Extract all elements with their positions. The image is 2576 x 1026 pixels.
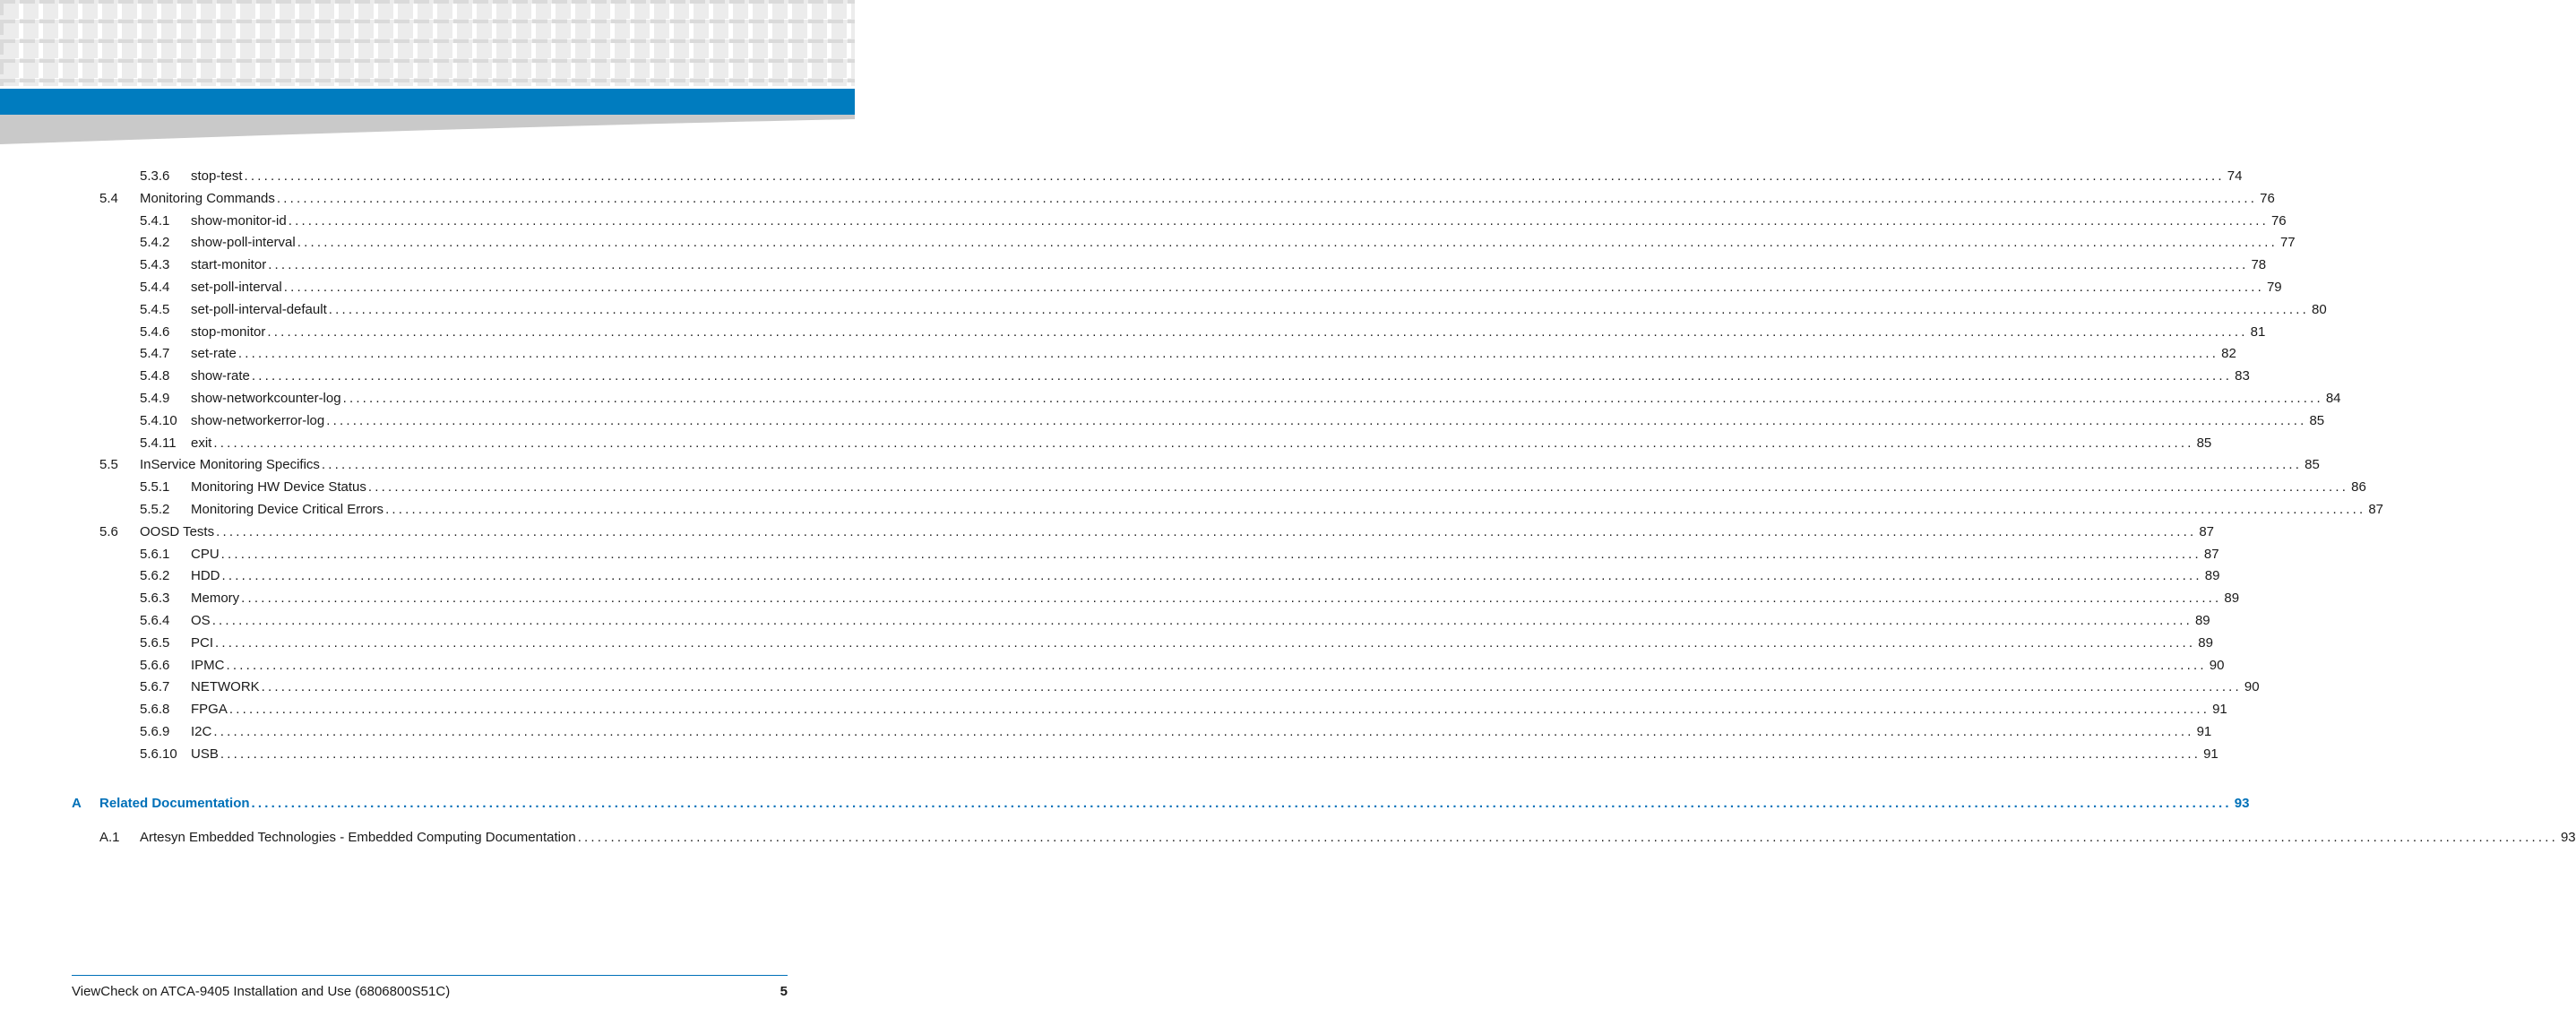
toc-entry[interactable] bbox=[99, 522, 2215, 542]
dot-leader: ............................................................................................................................................................................................................................................................................................................ bbox=[321, 457, 2303, 472]
toc-entry-page: 93 bbox=[2560, 830, 2576, 845]
toc-entry-page: 91 bbox=[2196, 724, 2212, 739]
toc-entry-page: 83 bbox=[2235, 368, 2250, 384]
dot-leader: ............................................................................................................................................................................................................................................................................................................ bbox=[261, 679, 2242, 694]
toc-entry-number: 5.5 bbox=[99, 457, 118, 472]
toc-entry[interactable] bbox=[140, 255, 2267, 275]
toc-entry-number: 5.4.1 bbox=[140, 213, 170, 228]
toc-entry-number: 5.6.4 bbox=[140, 613, 170, 628]
toc-entry[interactable] bbox=[140, 366, 2250, 386]
toc-entry[interactable] bbox=[140, 300, 2327, 320]
toc-entry[interactable] bbox=[140, 411, 2325, 431]
toc-entry[interactable] bbox=[140, 434, 2212, 453]
toc-entry-title: show-poll-interval bbox=[191, 235, 296, 250]
toc-entry[interactable] bbox=[140, 278, 2282, 297]
toc-entry-page: 85 bbox=[2309, 413, 2325, 428]
toc-entry-number: 5.4.6 bbox=[140, 324, 170, 340]
dot-leader: ............................................................................................................................................................................................................................................................................................................ bbox=[328, 302, 2309, 317]
toc-entry-title: PCI bbox=[191, 635, 214, 651]
toc-entry-title: exit bbox=[191, 435, 212, 451]
header-swoosh bbox=[0, 115, 855, 147]
footer-title: ViewCheck on ATCA-9405 Installation and Use (6806800S51C) bbox=[72, 984, 451, 999]
toc-entry[interactable] bbox=[140, 167, 2243, 186]
toc-entry-number: 5.6 bbox=[99, 524, 118, 539]
dot-leader: ............................................................................................................................................................................................................................................................................................................ bbox=[577, 830, 2558, 845]
dot-leader: ............................................................................................................................................................................................................................................................................................................ bbox=[216, 524, 2197, 539]
dot-leader: ............................................................................................................................................................................................................................................................................................................ bbox=[251, 796, 2232, 811]
toc-entry-page: 91 bbox=[2203, 746, 2218, 762]
toc-entry-page: 85 bbox=[2196, 435, 2212, 451]
toc-entry-number: 5.4.2 bbox=[140, 235, 170, 250]
toc-appendix-entry[interactable] bbox=[72, 794, 2250, 814]
toc-entry-title: show-monitor-id bbox=[191, 213, 287, 228]
toc-entry-number: 5.4.3 bbox=[140, 257, 170, 272]
toc-entry-page: 93 bbox=[2234, 796, 2250, 811]
toc-entry-number: 5.5.2 bbox=[140, 502, 170, 517]
toc-entry-title: InService Monitoring Specifics bbox=[140, 457, 320, 472]
toc-entry-title: Related Documentation bbox=[99, 796, 250, 811]
toc-entry-title: I2C bbox=[191, 724, 212, 739]
dot-leader: ............................................................................................................................................................................................................................................................................................................ bbox=[283, 280, 2264, 295]
toc-entry[interactable] bbox=[140, 634, 2213, 653]
toc-entry-title: IPMC bbox=[191, 658, 225, 673]
toc-entry-number: 5.6.6 bbox=[140, 658, 170, 673]
toc-entry-page: 81 bbox=[2250, 324, 2266, 340]
toc-entry[interactable] bbox=[99, 189, 2275, 209]
toc-entry[interactable] bbox=[140, 323, 2266, 342]
toc-entry[interactable] bbox=[140, 500, 2383, 520]
dot-leader: ............................................................................................................................................................................................................................................................................................................ bbox=[220, 746, 2201, 762]
header-pattern bbox=[0, 0, 855, 86]
dot-leader: ............................................................................................................................................................................................................................................................................................................ bbox=[251, 368, 2233, 384]
toc-entry-title: start-monitor bbox=[191, 257, 267, 272]
toc-entry-title: set-rate bbox=[191, 346, 237, 361]
toc-entry-title: stop-test bbox=[191, 168, 243, 184]
toc-entry-page: 87 bbox=[2368, 502, 2383, 517]
toc-entry-page: 76 bbox=[2270, 213, 2287, 228]
toc-entry-page: 89 bbox=[2194, 613, 2210, 628]
dot-leader: ............................................................................................................................................................................................................................................................................................................ bbox=[213, 724, 2194, 739]
dot-leader: ............................................................................................................................................................................................................................................................................................................ bbox=[221, 568, 2202, 583]
toc-entry-title: Artesyn Embedded Technologies - Embedded Computing Documentation bbox=[140, 830, 576, 845]
dot-leader: ............................................................................................................................................................................................................................................................................................................ bbox=[267, 324, 2248, 340]
toc-entry-title: OS bbox=[191, 613, 211, 628]
toc-entry-page: 91 bbox=[2212, 702, 2227, 717]
toc-entry-number: 5.6.2 bbox=[140, 568, 170, 583]
toc-entry-number: 5.4.10 bbox=[140, 413, 177, 428]
footer-rule bbox=[72, 975, 788, 976]
toc-entry[interactable] bbox=[140, 722, 2212, 742]
toc-entry-number: 5.4.7 bbox=[140, 346, 170, 361]
toc-entry-title: show-networkerror-log bbox=[191, 413, 325, 428]
toc-entry-title: Monitoring Device Critical Errors bbox=[191, 502, 384, 517]
dot-leader: ............................................................................................................................................................................................................................................................................................................ bbox=[220, 547, 2201, 562]
toc-entry-number: 5.6.5 bbox=[140, 635, 170, 651]
toc-entry-title: HDD bbox=[191, 568, 220, 583]
toc-entry-number: A bbox=[72, 796, 82, 811]
toc-entry[interactable] bbox=[140, 478, 2366, 497]
toc-entry-title: show-networkcounter-log bbox=[191, 391, 341, 406]
toc-entry[interactable] bbox=[99, 455, 2320, 475]
toc-entry[interactable] bbox=[140, 677, 2260, 697]
dot-leader: ............................................................................................................................................................................................................................................................................................................ bbox=[385, 502, 2366, 517]
toc-entry-title: set-poll-interval-default bbox=[191, 302, 327, 317]
dot-leader: ............................................................................................................................................................................................................................................................................................................ bbox=[326, 413, 2307, 428]
toc-entry-page: 85 bbox=[2305, 457, 2320, 472]
dot-leader: ............................................................................................................................................................................................................................................................................................................ bbox=[213, 435, 2194, 451]
toc-entry-number: 5.6.9 bbox=[140, 724, 170, 739]
toc-entry[interactable] bbox=[140, 611, 2210, 631]
dot-leader: ............................................................................................................................................................................................................................................................................................................ bbox=[268, 257, 2249, 272]
dot-leader: ............................................................................................................................................................................................................................................................................................................ bbox=[367, 479, 2349, 495]
toc-entry-number: 5.4.9 bbox=[140, 391, 170, 406]
dot-leader: ............................................................................................................................................................................................................................................................................................................ bbox=[237, 346, 2219, 361]
toc-entry-page: 90 bbox=[2209, 658, 2225, 673]
toc-entry-number: 5.6.3 bbox=[140, 591, 170, 606]
toc-entry-page: 90 bbox=[2244, 679, 2260, 694]
toc-entry[interactable] bbox=[140, 656, 2225, 676]
toc-entry-page: 79 bbox=[2266, 280, 2282, 295]
toc-entry[interactable] bbox=[140, 589, 2240, 608]
toc-entry-title: Memory bbox=[191, 591, 240, 606]
toc-entry-title: OOSD Tests bbox=[140, 524, 215, 539]
toc-entry[interactable] bbox=[99, 828, 2576, 848]
toc-entry-page: 76 bbox=[2260, 191, 2275, 206]
dot-leader: ............................................................................................................................................................................................................................................................................................................ bbox=[215, 635, 2196, 651]
dot-leader: ............................................................................................................................................................................................................................................................................................................ bbox=[276, 191, 2258, 206]
toc-entry-title: set-poll-interval bbox=[191, 280, 282, 295]
toc-entry-page: 82 bbox=[2221, 346, 2236, 361]
dot-leader: ............................................................................................................................................................................................................................................................................................................ bbox=[228, 702, 2210, 717]
toc-entry-page: 89 bbox=[2224, 591, 2240, 606]
toc-entry[interactable] bbox=[140, 211, 2287, 231]
toc-entry-number: A.1 bbox=[99, 830, 120, 845]
toc-entry-page: 89 bbox=[2198, 635, 2213, 651]
toc-entry-title: show-rate bbox=[191, 368, 250, 384]
toc-entry[interactable] bbox=[140, 545, 2219, 565]
toc-entry-page: 86 bbox=[2351, 479, 2366, 495]
dot-leader: ............................................................................................................................................................................................................................................................................................................ bbox=[241, 591, 2222, 606]
dot-leader: ............................................................................................................................................................................................................................................................................................................ bbox=[297, 235, 2278, 250]
toc-entry-number: 5.4 bbox=[99, 191, 118, 206]
toc-entry-number: 5.6.8 bbox=[140, 702, 170, 717]
toc-entry-number: 5.4.11 bbox=[140, 435, 177, 451]
toc-entry[interactable] bbox=[140, 344, 2236, 364]
toc-entry-page: 77 bbox=[2279, 235, 2296, 250]
toc-entry-title: NETWORK bbox=[191, 679, 260, 694]
toc-entry-page: 87 bbox=[2199, 524, 2215, 539]
toc-entry-page: 84 bbox=[2325, 391, 2341, 406]
toc-entry-title: USB bbox=[191, 746, 219, 762]
toc-entry[interactable] bbox=[140, 389, 2341, 409]
toc-entry-number: 5.6.10 bbox=[140, 746, 177, 762]
toc-entry-number: 5.3.6 bbox=[140, 168, 170, 184]
page-number: 5 bbox=[780, 984, 788, 999]
toc-entry[interactable] bbox=[140, 233, 2296, 253]
toc-entry[interactable] bbox=[140, 566, 2220, 586]
dot-leader: ............................................................................................................................................................................................................................................................................................................ bbox=[288, 213, 2269, 228]
header-band bbox=[0, 89, 855, 115]
toc-entry-page: 89 bbox=[2204, 568, 2220, 583]
toc-entry-page: 87 bbox=[2203, 547, 2219, 562]
toc-entry-number: 5.4.5 bbox=[140, 302, 170, 317]
toc-entry-number: 5.4.8 bbox=[140, 368, 170, 384]
dot-leader: ............................................................................................................................................................................................................................................................................................................ bbox=[244, 168, 2225, 184]
toc-entry-page: 78 bbox=[2251, 257, 2267, 272]
toc-entry-title: Monitoring HW Device Status bbox=[191, 479, 366, 495]
toc-entry-number: 5.6.1 bbox=[140, 547, 170, 562]
toc-entry-title: CPU bbox=[191, 547, 220, 562]
toc-entry-title: FPGA bbox=[191, 702, 228, 717]
toc-entry[interactable] bbox=[140, 745, 2218, 764]
toc-entry-number: 5.6.7 bbox=[140, 679, 170, 694]
dot-leader: ............................................................................................................................................................................................................................................................................................................ bbox=[226, 658, 2207, 673]
toc-entry-page: 74 bbox=[2227, 168, 2243, 184]
toc-entry-title: Monitoring Commands bbox=[140, 191, 275, 206]
toc-entry[interactable] bbox=[140, 700, 2227, 720]
toc-entry-page: 80 bbox=[2312, 302, 2327, 317]
toc-entry-title: stop-monitor bbox=[191, 324, 266, 340]
dot-leader: ............................................................................................................................................................................................................................................................................................................ bbox=[342, 391, 2323, 406]
toc-entry-number: 5.5.1 bbox=[140, 479, 170, 495]
toc-entry-number: 5.4.4 bbox=[140, 280, 170, 295]
dot-leader: ............................................................................................................................................................................................................................................................................................................ bbox=[211, 613, 2193, 628]
